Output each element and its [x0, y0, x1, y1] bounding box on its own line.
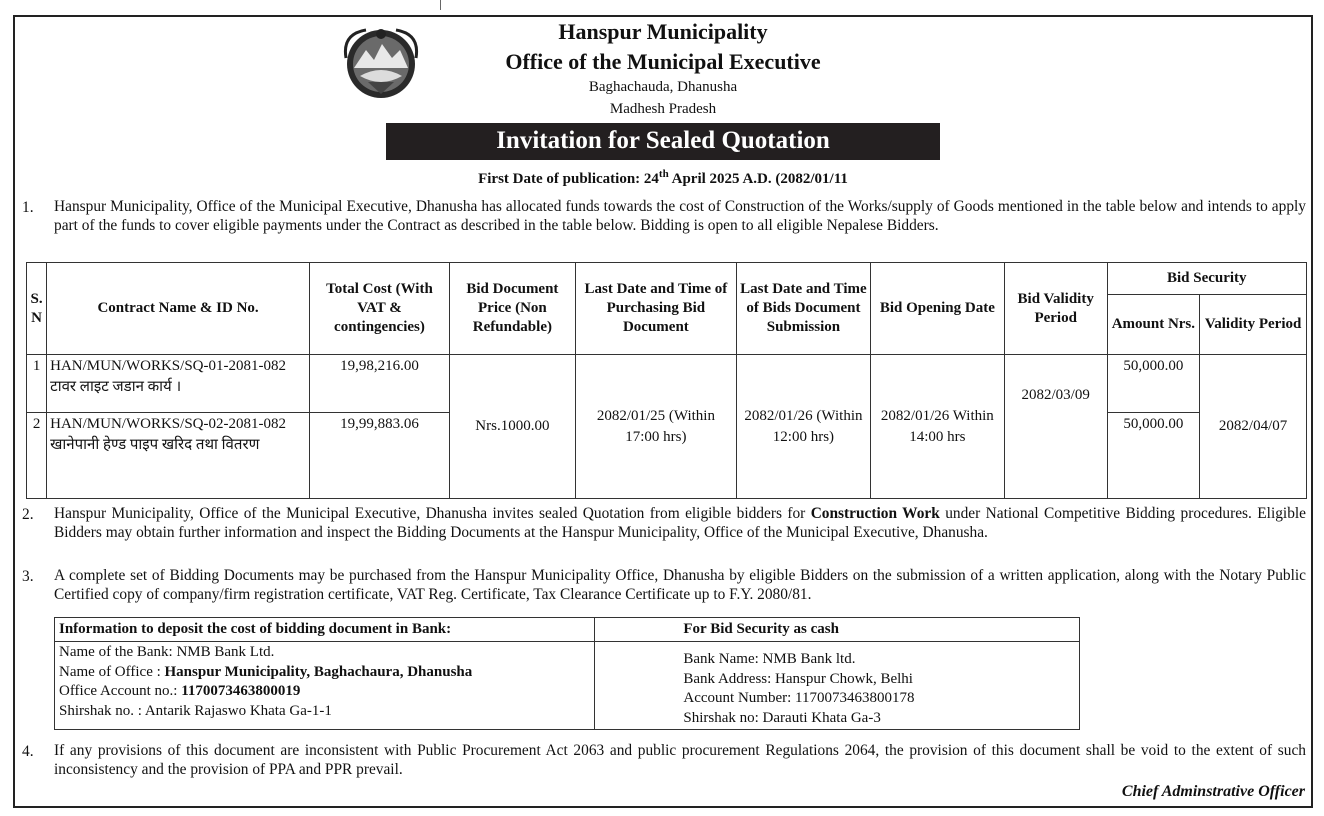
notice-title: Invitation for Sealed Quotation — [386, 123, 940, 160]
row-cost: 19,99,883.06 — [309, 413, 449, 499]
security-shirshak: Shirshak no: Darauti Khata Ga-3 — [683, 709, 881, 726]
publication-date-prefix: First Date of publication: 24 — [478, 171, 659, 187]
top-rule — [440, 0, 441, 10]
office-name-label: Name of Office : — [59, 663, 165, 680]
office-account-label: Office Account no.: — [59, 683, 182, 699]
cell-validity-period: 2082/03/09 — [1004, 355, 1107, 499]
paragraph-2-bold: Construction Work — [810, 505, 940, 522]
header-security-amount: Amount Nrs. — [1107, 295, 1200, 355]
table-row — [27, 355, 1307, 413]
bank-right-cell — [595, 642, 1080, 730]
item-number-2: 2. — [22, 506, 34, 523]
row-amount: 50,000.00 — [1107, 355, 1200, 413]
bank-name-line: Name of the Bank: NMB Bank Ltd. — [59, 644, 275, 660]
header-sn: S. N — [27, 263, 47, 355]
security-bank-address: Bank Address: Hanspur Chowk, Belhi — [683, 670, 913, 687]
item-number-4: 4. — [22, 743, 34, 760]
cell-document-price: Nrs.1000.00 — [449, 355, 575, 499]
header-security-validity: Validity Period — [1200, 295, 1307, 355]
header-validity-period: Bid Validity Period — [1004, 263, 1107, 355]
address-line-1: Baghachauda, Dhanusha — [588, 79, 738, 95]
paragraph-3: A complete set of Bidding Documents may be purchased from the Hanspur Municipality Office, Dhanusha by eligible Bidders on the submission of a written application, along with the Notary Public Certified copy of company/firm registration certificate, VAT Reg. Certificate, Tax Clearance Certificate up to F.Y. 2080/81. — [54, 567, 1306, 603]
item-number-1: 1. — [22, 199, 34, 216]
bank-info-table — [54, 617, 1080, 730]
bank-left-header: Information to deposit the cost of bidding document in Bank: — [55, 618, 595, 642]
office-account-line — [59, 682, 590, 702]
row-cost: 19,98,216.00 — [309, 355, 449, 413]
row-sn: 1 — [27, 355, 47, 413]
header-opening-date: Bid Opening Date — [870, 263, 1004, 355]
publication-date-sup: th — [658, 168, 669, 180]
organization-name: Hanspur Municipality — [558, 19, 768, 44]
signature: Chief Adminstrative Officer — [1121, 783, 1305, 800]
row-sn: 2 — [27, 413, 47, 499]
header-document-price: Bid Document Price (Non Refundable) — [449, 263, 575, 355]
publication-date-suffix: April 2025 A.D. (2082/01/11 — [668, 171, 848, 187]
paragraph-1: Hanspur Municipality, Office of the Municipal Executive, Dhanusha has allocated funds towards the cost of Construction of the Works/supply of Goods mentioned in the table below and intends to apply part of the funds to cover eligible payments under the Contract as described in the table below. Bidding is open to all eligible Nepalese Bidders. — [54, 198, 1306, 234]
header-total-cost: Total Cost (With VAT & contingencies) — [309, 263, 449, 355]
cell-opening-date: 2082/01/26 Within 14:00 hrs — [870, 355, 1004, 499]
office-name-line — [59, 663, 590, 683]
item-number-3: 3. — [22, 568, 34, 585]
paragraph-2 — [54, 505, 1306, 542]
row-contract: HAN/MUN/WORKS/SQ-01-2081-082 टावर लाइट जडान कार्य । — [47, 355, 310, 413]
address-line-2: Madhesh Pradesh — [609, 101, 717, 117]
publication-date — [300, 168, 1026, 188]
header-purchase-date: Last Date and Time of Purchasing Bid Document — [575, 263, 736, 355]
header-bid-security: Bid Security — [1107, 263, 1306, 295]
bank-right-header: For Bid Security as cash — [595, 618, 1080, 642]
paragraph-2-text-a: Hanspur Municipality, Office of the Municipal Executive, Dhanusha invites sealed Quotation from eligible bidders for — [54, 505, 811, 522]
office-name-value: Hanspur Municipality, Baghachaura, Dhanusha — [164, 663, 473, 680]
bid-table — [26, 262, 1307, 499]
office-account-value: 1170073463800019 — [181, 683, 301, 699]
bank-left-cell — [55, 642, 595, 730]
paragraph-4: If any provisions of this document are inconsistent with Public Procurement Act 2063 and public procurement Regulations 2064, the provision of this document shall be void to the extent of such inconsistency and the provision of PPA and PPR prevail. — [54, 742, 1306, 778]
header-submission-date: Last Date and Time of Bids Document Submission — [736, 263, 870, 355]
row-contract: HAN/MUN/WORKS/SQ-02-2081-082 खानेपानी हेण्ड पाइप खरिद तथा वितरण — [47, 413, 310, 499]
header-contract: Contract Name & ID No. — [47, 263, 310, 355]
security-bank-name: Bank Name: NMB Bank ltd. — [683, 651, 856, 667]
cell-submission-date: 2082/01/26 (Within 12:00 hrs) — [736, 355, 870, 499]
paragraph-2-text-b: under National Competitive Bidding procedures. Eligible Bidders may obtain further information and inspect the Bidding Documents at the Hanspur Municipality, Office of the Municipal Executive, Dhanusha. — [54, 505, 1306, 541]
shirshak-line: Shirshak no. : Antarik Rajaswo Khata Ga-1-1 — [59, 702, 332, 719]
security-account-number: Account Number: 1170073463800178 — [683, 690, 915, 706]
cell-security-validity: 2082/04/07 — [1200, 355, 1307, 499]
office-name: Office of the Municipal Executive — [505, 49, 821, 74]
cell-purchase-date: 2082/01/25 (Within 17:00 hrs) — [575, 355, 736, 499]
row-amount: 50,000.00 — [1107, 413, 1200, 499]
